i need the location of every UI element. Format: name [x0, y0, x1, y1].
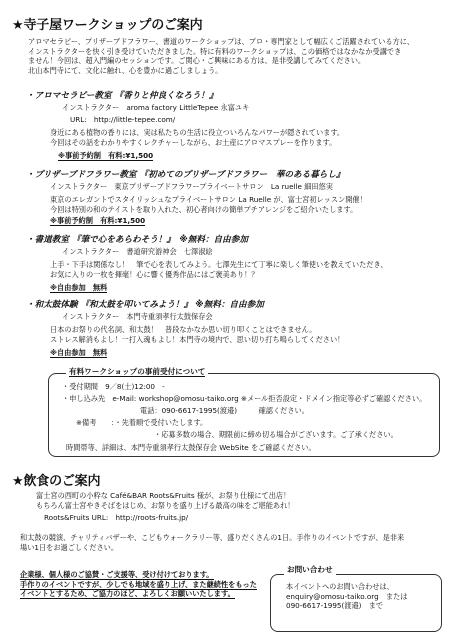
reservation-time-note: 時間帯等、詳細は、本門寺重須孝行太鼓保存会 WebSite をご確認ください。	[66, 443, 316, 452]
sponsor-notice	[20, 570, 257, 599]
food-line: 富士宮の西町の小粋な Café&BAR Roots&Fruits 様が、お祭り仕様にて出店！	[36, 491, 291, 500]
reservation-notes	[76, 418, 207, 428]
body-line: 上手・下手は関係なし！ 筆で心を表してみよう。七澤先生にて丁寧に楽しく筆使いを教えていただき、	[50, 260, 388, 269]
event-line: 和太鼓の競演、チャリティバザーや、こどもウォークラリー等、盛りだくさんの1日。手作りのイベントですが、是非来	[20, 533, 405, 542]
intro-line: インストラクターを快く引き受けていただきました。特に有料のワークショップは、この価格ではなかなか受講でき	[28, 46, 402, 56]
body-line: お気に入りの一枚を揮毫！心に響く優秀作品にはご褒美あり！？	[50, 269, 259, 279]
food-info	[36, 491, 294, 510]
workshop-instructor: インストラクター 書道研究游神会 七澤淑絵	[62, 247, 213, 256]
workshop-title-text: アロマセラピー教室 『香りと仲良くなろう！』	[34, 91, 218, 101]
note-line: ：・先着順で受付いたします。	[110, 418, 208, 427]
event-line: 場い1日をお過ごしください。	[20, 542, 119, 552]
reservation-email[interactable]: ・申し込み先 e-Mail: workshop@omosu-taiko.org ※メール拒否設定・ドメイン指定等必ずご確認ください。	[62, 394, 427, 403]
sponsor-line: 企業様、個人様のご協賛・ご支援等、受け付けております。	[20, 570, 214, 579]
workshop-body	[50, 260, 388, 279]
contact-phone: 090-6617-1995(渡邉) まで	[286, 601, 384, 611]
workshop-title-preserved-flower	[26, 168, 345, 180]
note-label: ※備考	[76, 418, 97, 427]
reservation-box-title	[66, 366, 208, 377]
workshop-body	[50, 128, 344, 147]
workshop-instructor: インストラクター 本門寺重須孝行太鼓保存会	[62, 312, 213, 321]
contact-email[interactable]: enquiry@omosu-taiko.org または	[286, 591, 408, 601]
workshop-url-link[interactable]: URL: http://little-tepee.com/	[70, 115, 176, 124]
event-paragraph	[20, 533, 404, 552]
sponsor-line: イベントとするため、ご協力のほど、よろしくお願いいたします。	[20, 589, 235, 599]
roots-fruits-url-link[interactable]: Roots&Fruits URL: http://roots-fruits.jp/	[44, 513, 189, 522]
workshop-title-text: 和太鼓体験 『和太鼓を叩いてみよう！』 ※無料：自由参加	[34, 300, 264, 310]
sponsor-line: 手作りのイベントですが、少しでも地域を盛り上げ、また継続性をもった	[20, 579, 257, 589]
body-line: 今回は特別の和のテイストを取り入れた、初心者向けの簡単プチアレンジをご紹介いたします。	[50, 204, 358, 214]
fee-text: ※自由参加 無料	[50, 283, 108, 292]
workshop-instructor: インストラクター aroma factory LittleTepee 永富ユキ	[62, 103, 250, 112]
reservation-period: ・受付期間 9／8(土)12:00 -	[62, 382, 165, 391]
section-heading-food	[12, 470, 100, 489]
intro-paragraph	[28, 37, 414, 75]
body-line: 日本のお祭りの代名詞、和太鼓！ 普段なかなか思い切り叩くことはできません。	[50, 325, 317, 334]
contact-title-text: お問い合わせ	[287, 565, 333, 574]
body-line: 身近にある植物の香りには、実は私たちの生活に役立ついろんなパワーが隠されています。	[50, 128, 345, 137]
section-title: 飲食のご案内	[23, 474, 101, 489]
workshop-fee	[50, 283, 107, 293]
workshop-instructor: インストラクター 東京プリザーブドフラワープライベートサロン La ruelle 細田悠実	[50, 182, 333, 191]
fee-text: ※自由参加 無料	[50, 348, 108, 357]
workshop-title-calligraphy	[26, 233, 248, 245]
fee-text: ※事前予約制 有料:¥1,500	[50, 216, 146, 225]
contact-box-title	[284, 564, 336, 575]
workshop-fee	[58, 151, 153, 161]
fee-text: ※事前予約制 有料:¥1,500	[58, 151, 154, 160]
body-line: ストレス解消もよし！一打入魂もよし！本門寺の境内で、思い切り打ち鳴らしてください！	[50, 334, 345, 344]
reservation-phone: 電話：090-6617-1995(渡邉) 確認ください。	[140, 406, 309, 415]
star-icon: ★	[12, 18, 24, 33]
body-line: 東京のエレガントでスタイリッシュなプライベートサロン La Ruelle が、富士宮初レッスン開催！	[50, 195, 367, 204]
workshop-title-aroma	[26, 89, 218, 101]
workshop-fee	[50, 348, 107, 358]
workshop-fee	[50, 216, 145, 226]
workshop-title-taiko	[26, 298, 264, 310]
intro-line: アロマセラピー、プリザーブドフラワー、書道のワークショップは、プロ・専門家として幅広くご活躍されている方に、	[28, 37, 415, 46]
bullet: ・	[26, 235, 35, 245]
reservation-title-text: 有料ワークショップの事前受付について	[69, 367, 206, 376]
section-title: 寺子屋ワークショップのご案内	[23, 18, 203, 33]
body-line: 今回はその話をわかりやすくレクチャーしながら、お土産にアロマスプレーを作ります。	[50, 137, 337, 147]
reservation-contact-line	[62, 394, 426, 404]
workshop-title-text: 書道教室 『筆で心をあらわそう！』 ※無料：自由参加	[34, 235, 248, 245]
reservation-note-2: ・応募多数の場合、期限前に締め切る場合がございます。ご了承ください。	[154, 430, 398, 439]
workshop-body	[50, 195, 367, 214]
workshop-title-text: プリザーブドフラワー教室 『初めてのプリザーブドフラワー 華のある暮らし』	[34, 170, 345, 180]
bullet: ・	[26, 91, 35, 101]
contact-details	[286, 582, 407, 611]
food-line: もちろん富士宮やきそばをはじめ、お祭りを盛り上げる最高の味をご堪能あれ！	[36, 500, 295, 510]
star-icon: ★	[12, 474, 24, 489]
workshop-body	[50, 325, 344, 344]
contact-line: 本イベントへのお問い合わせは、	[286, 582, 394, 591]
intro-line: ません！今回は、超入門編のセッションです。ご関心・ご興味にある方は、是非受講してみてください。	[28, 56, 366, 66]
bullet: ・	[26, 300, 35, 310]
section-heading-workshops	[12, 14, 202, 33]
intro-line: 北山本門寺にて、文化に触れ、心を豊かに過ごしましょう。	[28, 65, 223, 75]
bullet: ・	[26, 170, 35, 180]
